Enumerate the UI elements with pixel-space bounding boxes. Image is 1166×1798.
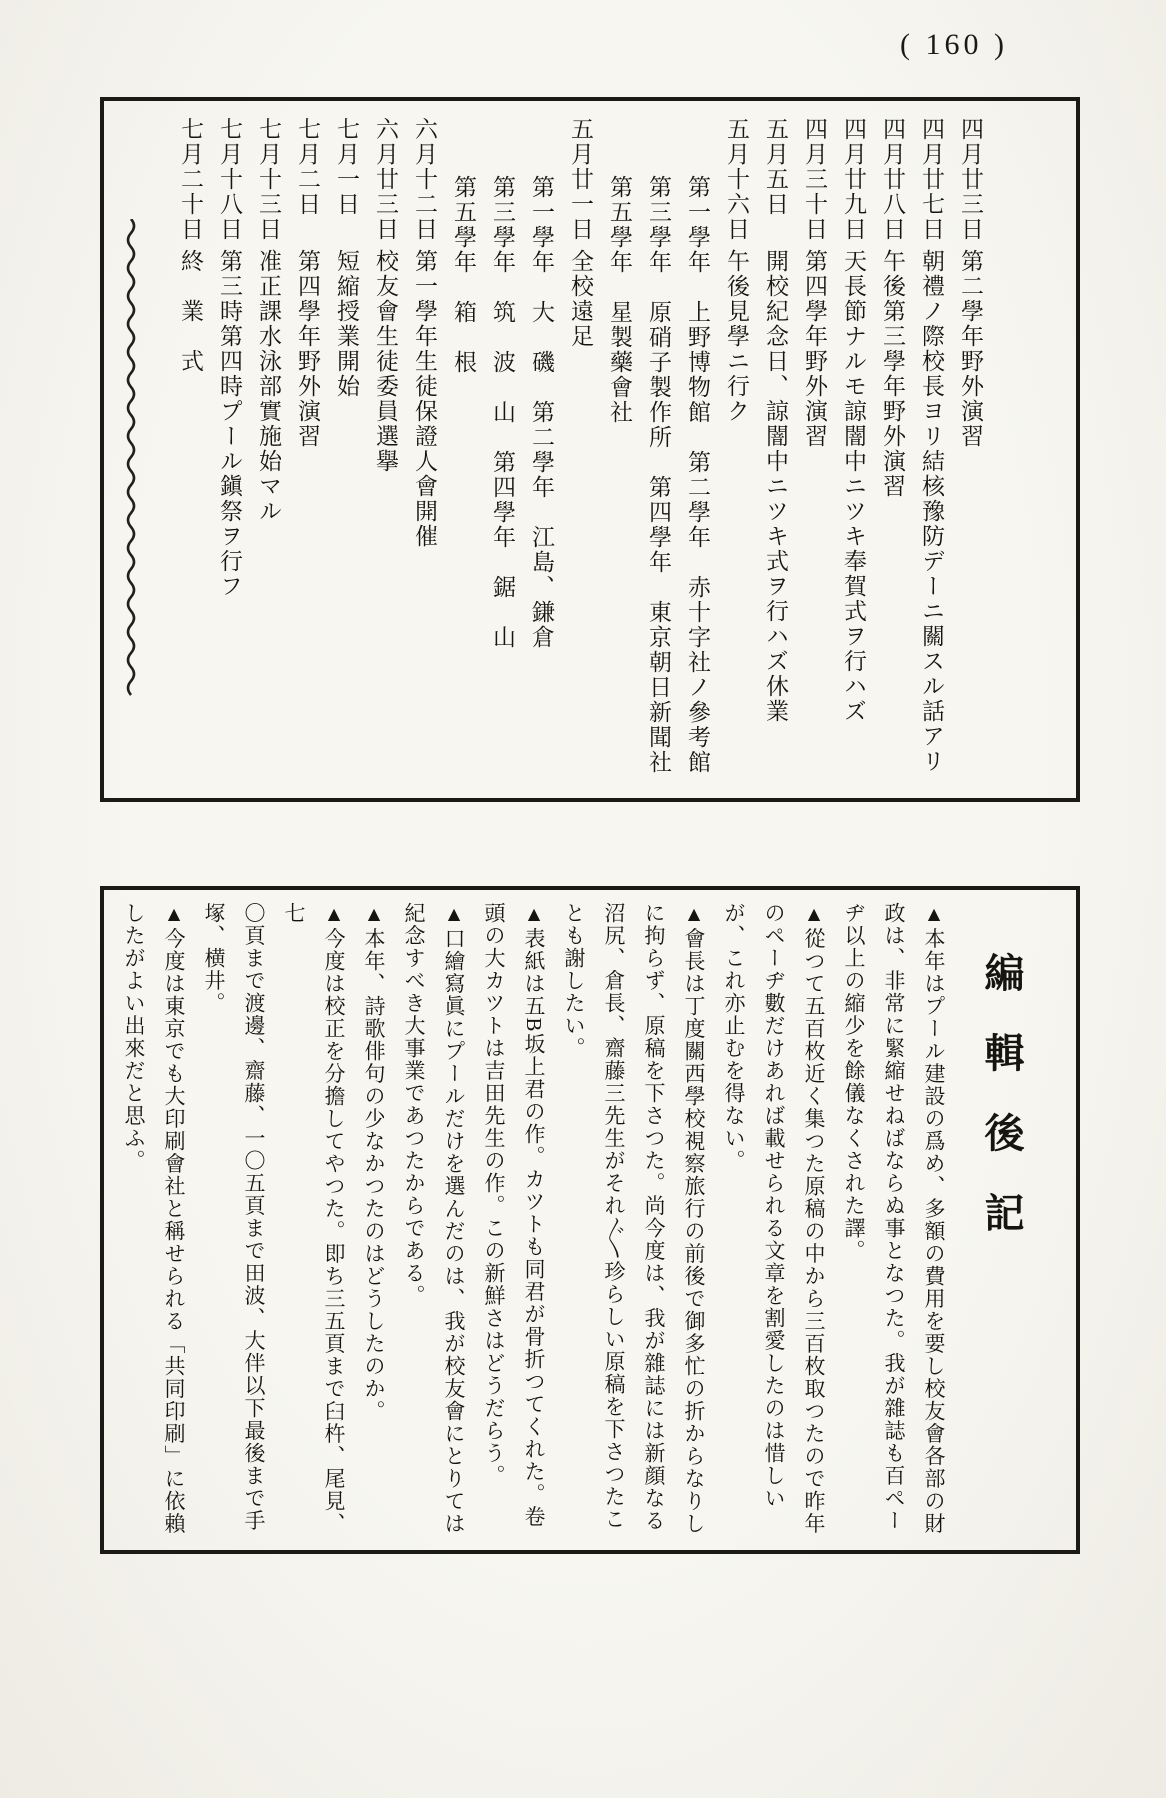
afterword-column: 紀念すべき大事業であつたからである。: [402, 902, 426, 1307]
entry-event: 全校遠足: [568, 249, 593, 349]
chronology-entry: [912, 117, 951, 788]
entry-date: 四月三十日: [802, 117, 827, 242]
afterword-title: 編輯後記: [979, 952, 1024, 1272]
entry-event: 第四學年野外演習: [295, 249, 320, 449]
chronology-entry: [249, 117, 288, 788]
afterword-column: ▲從つて五百枚近く集つた原稿の中から三百枚取つたので昨年: [802, 902, 826, 1535]
chronology-entry: [834, 117, 873, 788]
entry-event: 第五學年 箱 根: [451, 175, 476, 375]
chronology-entry: [171, 117, 210, 788]
afterword-column: ▲會長は丁度關西學校視察旅行の前後で御多忙の折からなりし: [682, 902, 706, 1535]
entry-date: 七月十八日: [217, 117, 242, 242]
afterword-column: のペーヂ數だけあれば載せられる文章を割愛したのは惜しい: [762, 902, 786, 1510]
entry-event: 第三學年 筑 波 山 第四學年 鋸 山: [490, 175, 515, 650]
entry-event: 第四學年野外演習: [802, 249, 827, 449]
wavy-line: [122, 219, 140, 697]
afterword-column: ▲表紙は五B坂上君の作。カツトも同君が骨折つてくれた。卷: [522, 902, 546, 1529]
entry-date: 五月十六日: [724, 117, 749, 242]
entry-event: 朝禮ノ際校長ヨリ結核豫防デーニ關スル話アリ: [919, 249, 944, 774]
entry-event: 第二學年野外演習: [958, 249, 983, 449]
afterword-column: ▲本年はプール建設の爲め、多額の費用を要し校友會各部の財: [922, 902, 946, 1535]
entry-date: 六月廿三日: [373, 117, 398, 242]
afterword-column: 〇頁まで渡邊、齋藤、一〇五頁まで田波、大伴以下最後まで手: [242, 902, 266, 1532]
entry-event: 第三學年 原硝子製作所 第四學年 東京朝日新聞社: [646, 175, 671, 775]
chronology-entry: [288, 117, 327, 788]
afterword-column: とも謝したい。: [562, 902, 586, 1060]
afterword-columns: [104, 890, 1076, 1550]
entry-event: 午後第三學年野外演習: [880, 249, 905, 499]
entry-date: 七月二日: [295, 117, 320, 217]
chronology-entry: [873, 117, 912, 788]
afterword-column: 政は、非常に緊縮せねばならぬ事となつた。我が雜誌も百ペー: [882, 902, 906, 1532]
entry-event: 第三時第四時プール鎭祭ヲ行フ: [217, 249, 242, 599]
entry-event: 午後見學ニ行ク: [724, 249, 749, 424]
entry-event: 開校紀念日、諒闇中ニツキ式ヲ行ハズ休業: [763, 249, 788, 724]
entry-event: 准正課水泳部實施始マル: [256, 249, 281, 524]
chronology-entry: [600, 117, 639, 846]
entry-event: 天長節ナルモ諒闇中ニツキ奉賀式ヲ行ハズ: [841, 249, 866, 724]
afterword-column: したがよい出來だと思ふ。: [122, 902, 146, 1172]
chronology-entry: [210, 117, 249, 788]
entry-date: 五月廿一日: [568, 117, 593, 242]
entry-date: 四月廿七日: [919, 117, 944, 242]
afterword-box: [100, 886, 1080, 1554]
afterword-column: ヂ以上の縮少を餘儀なくされた譯。: [842, 902, 866, 1262]
entry-event: 校友會生徒委員選擧: [373, 249, 398, 474]
chronology-entry: [444, 117, 483, 846]
afterword-column: 頭の大カツトは吉田先生の作。この新鮮さはどうだらう。: [482, 902, 506, 1487]
entry-event: 第一學年生徒保證人會開催: [412, 249, 437, 549]
afterword-column: に拘らず、原稿を下さつた。尚今度は、我が雜誌には新顔なる: [642, 902, 666, 1532]
afterword-column: 塚、横井。: [202, 902, 226, 1015]
entry-date: 六月十二日: [412, 117, 437, 242]
entry-date: 四月廿九日: [841, 117, 866, 242]
chronology-entry: [795, 117, 834, 788]
chronology-columns: [104, 101, 1076, 798]
afterword-column: ▲今度は東京でも大印刷會社と稱せられる「共同印刷」に依賴: [162, 902, 186, 1535]
chronology-entry: [951, 117, 990, 788]
entry-date: 七月十三日: [256, 117, 281, 242]
page-number: ( 160 ): [900, 28, 1008, 61]
chronology-entry: [366, 117, 405, 788]
afterword-column: ▲本年、詩歌俳句の少なかつたのはどうしたのか。: [362, 902, 386, 1423]
entry-date: 七月二十日: [178, 117, 203, 242]
afterword-column: 沼尻、倉長、齋藤三先生がそれ〴〵珍らしい原稿を下さつたこ: [602, 902, 626, 1531]
chronology-entry: [483, 117, 522, 846]
chronology-box: [100, 97, 1080, 802]
entry-date: 五月五日: [763, 117, 788, 217]
chronology-entry: [717, 117, 756, 788]
entry-event: 第五學年 星製藥會社: [607, 175, 632, 425]
entry-event: 終 業 式: [178, 249, 203, 374]
afterword-column: ▲今度は校正を分擔してやつた。即ち三五頁まで臼杵、尾見、七: [282, 902, 346, 1535]
afterword-column: が、これ亦止むを得ない。: [722, 902, 746, 1172]
entry-date: 四月廿八日: [880, 117, 905, 242]
chronology-entry: [522, 117, 561, 846]
chronology-entry: [561, 117, 600, 788]
chronology-entry: [756, 117, 795, 788]
chronology-entry: [678, 117, 717, 846]
chronology-entry: [327, 117, 366, 788]
afterword-column: ▲口繪寫眞にプールだけを選んだのは、我が校友會にとりては: [442, 902, 466, 1535]
entry-event: 第一學年 大 磯 第二學年 江島、鎌倉: [529, 175, 554, 650]
entry-date: 七月一日: [334, 117, 359, 217]
chronology-entry: [405, 117, 444, 788]
entry-date: 四月廿三日: [958, 117, 983, 242]
entry-event: 第一學年 上野博物館 第二學年 赤十字社ノ參考館: [685, 175, 710, 775]
chronology-entry: [639, 117, 678, 846]
entry-event: 短縮授業開始: [334, 249, 359, 399]
